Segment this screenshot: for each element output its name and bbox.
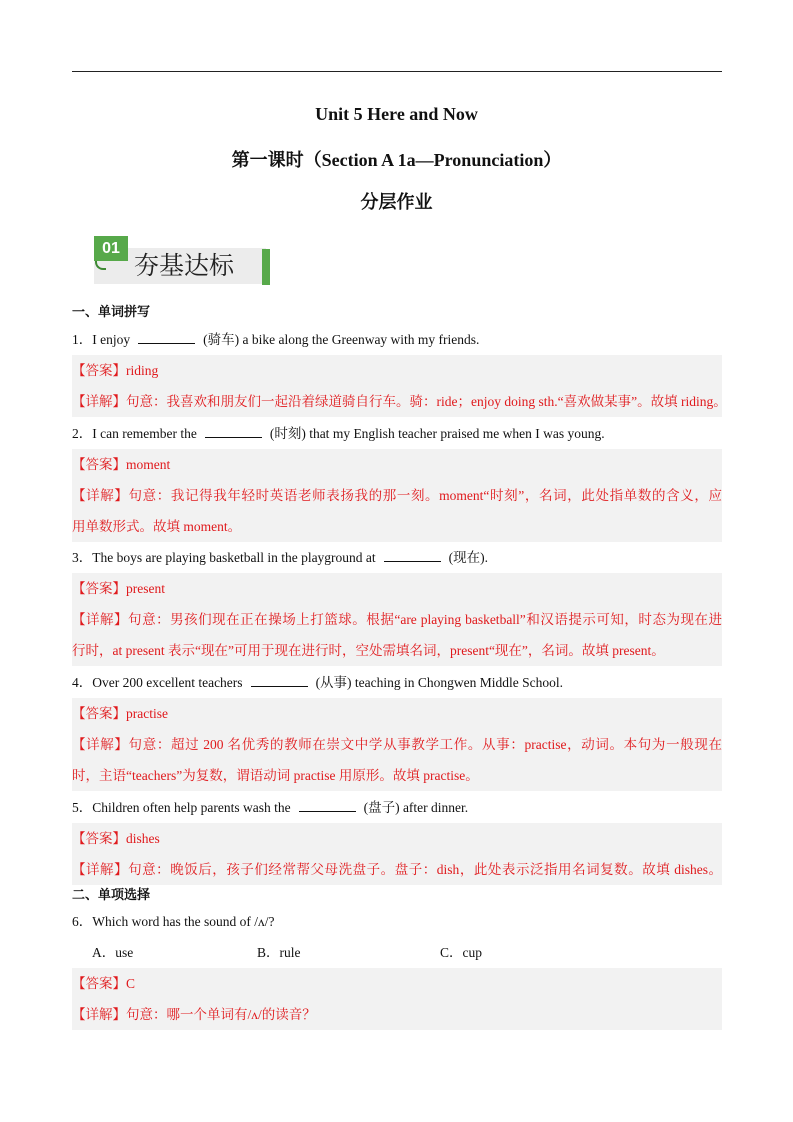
section-heading-spelling: 一、单词拼写: [72, 305, 151, 320]
answer-blank: [205, 425, 262, 438]
banner-label: 夯基达标: [134, 251, 235, 280]
banner-number: 01: [94, 236, 128, 261]
answer-4: 【答案】practise: [72, 698, 722, 729]
question-4: 4．Over 200 excellent teachers (从事) teaching in Chongwen Middle School.: [72, 675, 564, 690]
option-b: B．rule: [257, 945, 301, 960]
question-1: 1．I enjoy (骑车) a bike along the Greenway with my friends.: [72, 332, 480, 347]
question-6-options: [72, 937, 722, 968]
option-a: A．use: [92, 945, 134, 960]
question-2: 2．I can remember the (时刻) that my English teacher praised me when I was young.: [72, 426, 605, 441]
answer-blank: [299, 799, 356, 812]
answer-1: 【答案】riding: [72, 355, 722, 386]
answer-5: 【答案】dishes: [72, 823, 722, 854]
answer-blank: [384, 549, 441, 562]
question-3: 3．The boys are playing basketball in the playground at (现在).: [72, 550, 489, 565]
answer-2: 【答案】moment: [72, 449, 722, 480]
answer-blank: [251, 674, 308, 687]
answer-6: 【答案】C: [72, 968, 722, 999]
section-heading-choice: 二、单项选择: [72, 888, 151, 903]
detail-3-line-2: 行时，at present 表示“现在”可用于现在进行时，空处需填名词，present“现在”，名词。故填 present。: [72, 635, 722, 666]
detail-2-line-2: 用单数形式。故填 moment。: [72, 511, 722, 542]
header-rule: [72, 71, 722, 72]
question-5: 5．Children often help parents wash the (盘子) after dinner.: [72, 800, 469, 815]
section-banner: [86, 236, 272, 286]
page-title: Unit 5 Here and Now: [315, 104, 478, 124]
detail-5: 【详解】句意：晚饭后，孩子们经常帮父母洗盘子。盘子：dish，此处表示泛指用名词复数。故填 dishes。: [72, 854, 722, 885]
detail-4-line-2: 时，主语“teachers”为复数，谓语动词 practise 用原形。故填 practise。: [72, 760, 722, 791]
answer-blank: [138, 331, 195, 344]
detail-1: 【详解】句意：我喜欢和朋友们一起沿着绿道骑自行车。骑：ride；enjoy doing sth.“喜欢做某事”。故填 riding。: [72, 386, 722, 417]
detail-2-line-1: 【详解】句意：我记得我年轻时英语老师表扬我的那一刻。moment“时刻”，名词，此处指单数的含义，应: [72, 480, 722, 511]
lesson-subtitle: 第一课时（Section A 1a—Pronunciation）: [231, 150, 562, 170]
detail-3-line-1: 【详解】句意：男孩们现在正在操场上打篮球。根据“are playing basketball”和汉语提示可知，时态为现在进: [72, 604, 722, 635]
detail-6: 【详解】句意：哪一个单词有/ʌ/的读音？: [72, 999, 722, 1030]
question-6: 6．Which word has the sound of /ʌ/?: [72, 914, 275, 929]
answer-3: 【答案】present: [72, 573, 722, 604]
homework-subtitle: 分层作业: [360, 192, 433, 212]
banner-accent-bar: [262, 249, 270, 285]
detail-4-line-1: 【详解】句意：超过 200 名优秀的教师在崇文中学从事教学工作。从事：practise，动词。本句为一般现在: [72, 729, 722, 760]
option-c: C．cup: [440, 945, 482, 960]
